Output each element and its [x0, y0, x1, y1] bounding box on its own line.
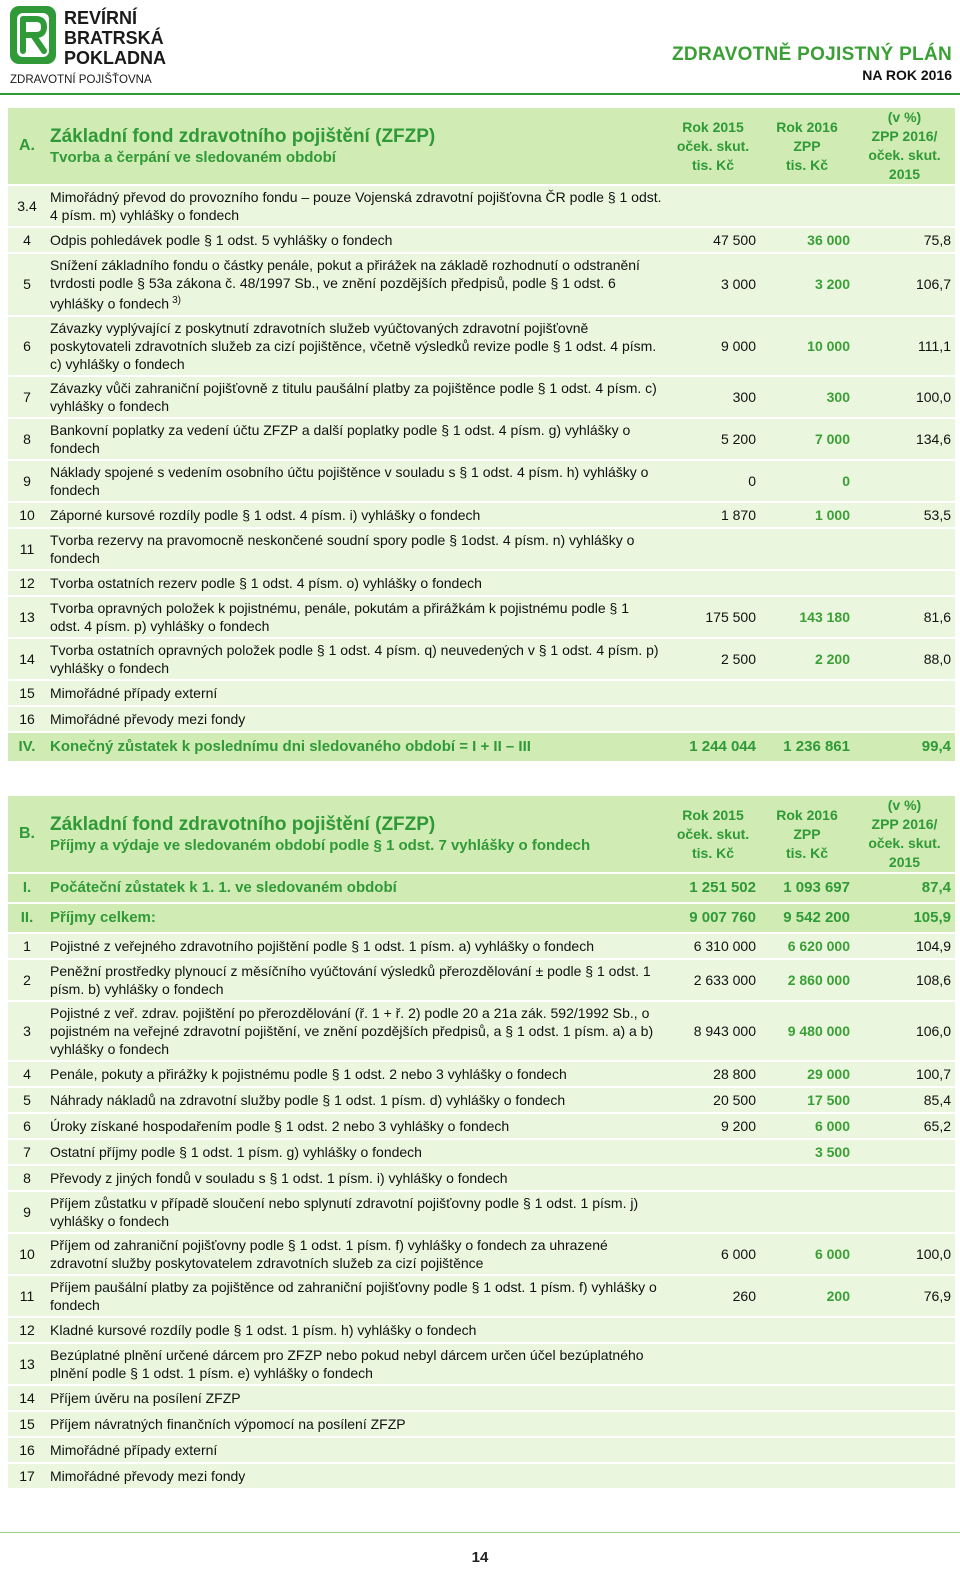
row-value-2016: 143 180 — [760, 597, 854, 637]
col-2016-line2: ZPP — [793, 825, 821, 842]
row-value-2016: 36 000 — [760, 228, 854, 252]
row-desc: Příjem od zahraniční pojišťovny podle § 1 odst. 1 písm. f) vyhlášky o fondech za uhrazené zdravotní služby poskytovatelem zdravotních služeb za cizí pojištěnce — [46, 1234, 666, 1274]
income-total-row — [8, 904, 955, 932]
column-header-2016 — [760, 108, 854, 184]
section-a-subtitle: Tvorba a čerpání ve sledovaném období — [50, 149, 336, 166]
section-b-title-cell — [46, 796, 666, 872]
section-a-title: Základní fond zdravotního pojištění (ZFZP) — [50, 126, 436, 147]
row-index — [854, 1386, 955, 1410]
col-index-line4: 2015 — [888, 854, 921, 870]
row-value-2016 — [760, 1192, 854, 1232]
col-2015-line2: oček. skut. — [676, 825, 750, 842]
row-desc: Příjmy celkem: — [46, 904, 666, 932]
row-num: 3.4 — [8, 186, 46, 226]
row-num: 6 — [8, 1114, 46, 1138]
row-num: IV. — [8, 733, 46, 761]
row-num: II. — [8, 904, 46, 932]
row-index — [854, 461, 955, 501]
row-index: 75,8 — [854, 228, 955, 252]
row-index: 81,6 — [854, 597, 955, 637]
row-value-2016: 29 000 — [760, 1062, 854, 1086]
row-value-2016: 1 093 697 — [760, 874, 854, 902]
row-value-2015: 1 870 — [666, 503, 760, 527]
table-row — [8, 1062, 955, 1086]
col-index-line1: (v %) — [887, 797, 922, 813]
col-2016-line3: tis. Kč — [785, 156, 828, 173]
row-index — [854, 681, 955, 705]
table-row — [8, 1234, 955, 1274]
row-index: 111,1 — [854, 317, 955, 375]
section-b-table — [8, 794, 955, 1490]
col-2016-line1: Rok 2016 — [776, 118, 838, 135]
row-value-2015: 260 — [666, 1276, 760, 1316]
col-index-line3: oček. skut. — [868, 835, 941, 851]
row-desc: Tvorba rezervy na pravomocně neskončené soudní spory podle § 1odst. 4 písm. n) vyhlášky o fondech — [46, 529, 666, 569]
row-value-2015: 8 943 000 — [666, 1002, 760, 1060]
row-value-2016 — [760, 571, 854, 595]
row-value-2016: 9 542 200 — [760, 904, 854, 932]
row-value-2016: 200 — [760, 1276, 854, 1316]
row-index: 100,7 — [854, 1062, 955, 1086]
row-value-2016: 6 000 — [760, 1234, 854, 1274]
row-value-2015 — [666, 1192, 760, 1232]
row-num: 6 — [8, 317, 46, 375]
row-index: 99,4 — [854, 733, 955, 761]
row-value-2015: 20 500 — [666, 1088, 760, 1112]
table-row — [8, 1412, 955, 1436]
row-num: 9 — [8, 1192, 46, 1232]
col-2015-line3: tis. Kč — [691, 844, 734, 861]
row-desc: Ostatní příjmy podle § 1 odst. 1 písm. g) vyhlášky o fondech — [46, 1140, 666, 1164]
row-value-2016: 2 860 000 — [760, 960, 854, 1000]
col-2015-line3: tis. Kč — [691, 156, 734, 173]
row-index: 87,4 — [854, 874, 955, 902]
row-num: 16 — [8, 1438, 46, 1462]
row-index: 88,0 — [854, 639, 955, 679]
row-index: 104,9 — [854, 934, 955, 958]
row-value-2016 — [760, 707, 854, 731]
row-index — [854, 571, 955, 595]
table-row — [8, 377, 955, 417]
row-value-2015: 2 500 — [666, 639, 760, 679]
logo-text-2: BRATRSKÁ — [64, 28, 164, 48]
row-value-2016 — [760, 1166, 854, 1190]
row-desc: Tvorba ostatních opravných položek podle § 1 odst. 4 písm. q) neuvedených v § 1 odst. 4 písm. p) vyhlášky o fondech — [46, 639, 666, 679]
col-index-line2: ZPP 2016/ — [871, 816, 938, 832]
row-desc: Penále, pokuty a přirážky k pojistnému podle § 1 odst. 2 nebo 3 vyhlášky o fondech — [46, 1062, 666, 1086]
row-num: 15 — [8, 1412, 46, 1436]
row-value-2016: 6 000 — [760, 1114, 854, 1138]
col-index-line3: oček. skut. — [868, 147, 941, 163]
section-b-header — [8, 796, 955, 872]
table-row — [8, 1166, 955, 1190]
plan-title-year: NA ROK 2016 — [862, 67, 952, 83]
row-index: 106,7 — [854, 254, 955, 315]
table-row — [8, 1114, 955, 1138]
row-index — [854, 1140, 955, 1164]
row-value-2016: 1 000 — [760, 503, 854, 527]
row-desc: Kladné kursové rozdíly podle § 1 odst. 1 písm. h) vyhlášky o fondech — [46, 1318, 666, 1342]
row-desc: Příjem návratných finančních výpomocí na posílení ZFZP — [46, 1412, 666, 1436]
row-num: I. — [8, 874, 46, 902]
section-a-title-cell — [46, 108, 666, 184]
table-row — [8, 597, 955, 637]
table-row — [8, 1386, 955, 1410]
row-index: 76,9 — [854, 1276, 955, 1316]
section-a-label: A. — [8, 108, 46, 184]
row-desc-text: Snížení základního fondu o částky penále, pokut a přirážek na základě rozhodnutí o odstranění tvrdosti podle § 53a zákona č. 48/1997 Sb., ve znění pozdějších předpisů, podle § 1 odst. 6 vyhlášky o fondech — [50, 257, 640, 312]
row-value-2015: 6 310 000 — [666, 934, 760, 958]
row-num: 9 — [8, 461, 46, 501]
row-desc: Závazky vůči zahraniční pojišťovně z titulu paušální platby za pojištěnce podle § 1 odst. 4 písm. c) vyhlášky o fondech — [46, 377, 666, 417]
row-index: 106,0 — [854, 1002, 955, 1060]
row-value-2016 — [760, 1318, 854, 1342]
table-row — [8, 228, 955, 252]
row-value-2016: 17 500 — [760, 1088, 854, 1112]
row-desc: Náhrady nákladů na zdravotní služby podle § 1 odst. 1 písm. d) vyhlášky o fondech — [46, 1088, 666, 1112]
page-number: 14 — [471, 1549, 489, 1566]
row-desc: Mimořádný převod do provozního fondu – pouze Vojenská zdravotní pojišťovna ČR podle § 1 odst. 4 písm. m) vyhlášky o fondech — [46, 186, 666, 226]
row-index — [854, 1412, 955, 1436]
row-desc: Převody z jiných fondů v souladu s § 1 odst. 1 písm. i) vyhlášky o fondech — [46, 1166, 666, 1190]
row-index: 108,6 — [854, 960, 955, 1000]
row-desc — [46, 254, 666, 315]
table-row — [8, 1318, 955, 1342]
row-desc: Příjem paušální platby za pojištěnce od zahraniční pojišťovny podle § 1 odst. 1 písm. f) vyhlášky o fondech — [46, 1276, 666, 1316]
row-desc: Náklady spojené s vedením osobního účtu pojištěnce v souladu s § 1 odst. 4 písm. h) vyhlášky o fondech — [46, 461, 666, 501]
row-value-2015: 2 633 000 — [666, 960, 760, 1000]
logo-subtitle: ZDRAVOTNÍ POJIŠŤOVNA — [10, 74, 152, 86]
row-num: 12 — [8, 1318, 46, 1342]
row-desc: Konečný zůstatek k poslednímu dni sledovaného období = I + II – III — [46, 733, 666, 761]
row-value-2016 — [760, 1386, 854, 1410]
row-num: 4 — [8, 1062, 46, 1086]
row-value-2016 — [760, 1438, 854, 1462]
row-num: 8 — [8, 1166, 46, 1190]
opening-balance-row — [8, 874, 955, 902]
row-num: 7 — [8, 377, 46, 417]
row-index: 65,2 — [854, 1114, 955, 1138]
table-row — [8, 503, 955, 527]
logo-text-1: REVÍRNÍ — [64, 8, 138, 28]
row-value-2016: 3 500 — [760, 1140, 854, 1164]
row-desc: Tvorba ostatních rezerv podle § 1 odst. 4 písm. o) vyhlášky o fondech — [46, 571, 666, 595]
row-value-2015: 9 200 — [666, 1114, 760, 1138]
table-row — [8, 1438, 955, 1462]
col-index-line1: (v %) — [887, 109, 922, 125]
row-num: 3 — [8, 1002, 46, 1060]
table-row — [8, 571, 955, 595]
row-value-2015 — [666, 1344, 760, 1384]
row-value-2016 — [760, 1344, 854, 1384]
row-desc: Příjem úvěru na posílení ZFZP — [46, 1386, 666, 1410]
row-index: 134,6 — [854, 419, 955, 459]
col-2016-line3: tis. Kč — [785, 844, 828, 861]
row-num: 10 — [8, 503, 46, 527]
row-desc: Mimořádné převody mezi fondy — [46, 1464, 666, 1488]
row-value-2015 — [666, 1438, 760, 1462]
row-value-2015 — [666, 1140, 760, 1164]
row-num: 13 — [8, 1344, 46, 1384]
row-desc: Úroky získané hospodařením podle § 1 odst. 2 nebo 3 vyhlášky o fondech — [46, 1114, 666, 1138]
row-desc: Záporné kursové rozdíly podle § 1 odst. 4 písm. i) vyhlášky o fondech — [46, 503, 666, 527]
row-index — [854, 529, 955, 569]
row-num: 7 — [8, 1140, 46, 1164]
row-value-2016 — [760, 1464, 854, 1488]
column-header-2015 — [666, 796, 760, 872]
row-desc: Mimořádné převody mezi fondy — [46, 707, 666, 731]
row-value-2015 — [666, 186, 760, 226]
row-index: 53,5 — [854, 503, 955, 527]
row-index — [854, 1464, 955, 1488]
row-index — [854, 1318, 955, 1342]
row-index — [854, 1192, 955, 1232]
row-value-2015 — [666, 1318, 760, 1342]
table-row — [8, 1192, 955, 1232]
row-index — [854, 186, 955, 226]
row-num: 5 — [8, 254, 46, 315]
row-num: 15 — [8, 681, 46, 705]
row-index: 85,4 — [854, 1088, 955, 1112]
table-row — [8, 960, 955, 1000]
section-b-title: Základní fond zdravotního pojištění (ZFZP) — [50, 814, 436, 835]
row-desc: Mimořádné případy externí — [46, 1438, 666, 1462]
row-index: 105,9 — [854, 904, 955, 932]
row-num: 13 — [8, 597, 46, 637]
row-index: 100,0 — [854, 1234, 955, 1274]
table-row — [8, 707, 955, 731]
row-desc: Bezúplatné plnění určené dárcem pro ZFZP nebo pokud nebyl dárcem určen účel bezúplatného plnění podle § 1 odst. 1 písm. e) vyhlášky o fondech — [46, 1344, 666, 1384]
row-value-2015: 300 — [666, 377, 760, 417]
row-value-2015: 1 244 044 — [666, 733, 760, 761]
col-index-line2: ZPP 2016/ — [871, 128, 938, 144]
column-header-index — [854, 796, 955, 872]
row-num: 11 — [8, 1276, 46, 1316]
page-header — [0, 0, 960, 100]
row-value-2016: 10 000 — [760, 317, 854, 375]
row-index — [854, 1344, 955, 1384]
section-a-table — [8, 106, 955, 763]
row-value-2015: 28 800 — [666, 1062, 760, 1086]
row-value-2016: 0 — [760, 461, 854, 501]
row-desc: Odpis pohledávek podle § 1 odst. 5 vyhlášky o fondech — [46, 228, 666, 252]
table-row — [8, 934, 955, 958]
col-2015-line1: Rok 2015 — [682, 806, 744, 823]
row-desc: Příjem zůstatku v případě sloučení nebo splynutí zdravotní pojišťovny podle § 1 odst. 1 písm. j) vyhlášky o fondech — [46, 1192, 666, 1232]
table-row — [8, 186, 955, 226]
row-value-2016 — [760, 529, 854, 569]
col-2016-line1: Rok 2016 — [776, 806, 838, 823]
column-header-index — [854, 108, 955, 184]
header-divider — [0, 93, 960, 95]
table-row — [8, 419, 955, 459]
row-value-2016: 6 620 000 — [760, 934, 854, 958]
row-value-2015 — [666, 707, 760, 731]
row-index: 100,0 — [854, 377, 955, 417]
row-index — [854, 1438, 955, 1462]
row-num: 8 — [8, 419, 46, 459]
row-num: 11 — [8, 529, 46, 569]
col-index-line4: 2015 — [888, 166, 921, 182]
row-value-2015 — [666, 1166, 760, 1190]
section-a-header — [8, 108, 955, 184]
row-num: 5 — [8, 1088, 46, 1112]
table-row — [8, 1002, 955, 1060]
section-b-subtitle: Příjmy a výdaje ve sledovaném období podle § 1 odst. 7 vyhlášky o fondech — [50, 837, 591, 854]
row-desc: Závazky vyplývající z poskytnutí zdravotních služeb vyúčtovaných zdravotní pojišťovně poskytovateli zdravotních služeb za cizí pojištěnce, včetně výsledků revize podle § 1 odst. 4 písm. c) vyhlášky o fondech — [46, 317, 666, 375]
row-value-2016 — [760, 186, 854, 226]
row-value-2015 — [666, 571, 760, 595]
row-value-2015 — [666, 681, 760, 705]
row-index — [854, 707, 955, 731]
section-a-rows — [8, 186, 955, 731]
row-desc: Pojistné z veř. zdrav. pojištění po přerozdělování (ř. 1 + ř. 2) podle 20 a 21a zák. 592/1992 Sb., o pojistném na veřejné zdravotní pojištění, ve znění pozdějších předpisů, a § 1 odst. 1 písm. a) a b) vyhlášky o fondech — [46, 1002, 666, 1060]
row-value-2015: 47 500 — [666, 228, 760, 252]
row-num: 12 — [8, 571, 46, 595]
section-b-rows — [8, 934, 955, 1488]
table-row — [8, 461, 955, 501]
column-header-2015 — [666, 108, 760, 184]
table-row — [8, 1464, 955, 1488]
row-value-2015: 9 000 — [666, 317, 760, 375]
row-num: 1 — [8, 934, 46, 958]
row-desc: Peněžní prostředky plynoucí z měsíčního vyúčtování výsledků přerozdělování ± podle § 1 odst. 1 písm. b) vyhlášky o fondech — [46, 960, 666, 1000]
row-value-2016: 1 236 861 — [760, 733, 854, 761]
table-row — [8, 529, 955, 569]
row-value-2015 — [666, 1412, 760, 1436]
row-index — [854, 1166, 955, 1190]
row-value-2016: 7 000 — [760, 419, 854, 459]
row-value-2015 — [666, 1464, 760, 1488]
row-value-2016: 2 200 — [760, 639, 854, 679]
row-desc: Bankovní poplatky za vedení účtu ZFZP a další poplatky podle § 1 odst. 4 písm. g) vyhlášky o fondech — [46, 419, 666, 459]
row-value-2016: 3 200 — [760, 254, 854, 315]
row-desc: Pojistné z veřejného zdravotního pojištění podle § 1 odst. 1 písm. a) vyhlášky o fondech — [46, 934, 666, 958]
row-num: 4 — [8, 228, 46, 252]
col-2016-line2: ZPP — [793, 137, 821, 154]
row-value-2015: 9 007 760 — [666, 904, 760, 932]
footnote-ref: 3) — [172, 295, 181, 306]
row-value-2016 — [760, 1412, 854, 1436]
row-value-2016: 9 480 000 — [760, 1002, 854, 1060]
row-num: 16 — [8, 707, 46, 731]
table-row — [8, 1140, 955, 1164]
table-row — [8, 681, 955, 705]
table-row — [8, 1344, 955, 1384]
col-2015-line2: oček. skut. — [676, 137, 750, 154]
table-row — [8, 317, 955, 375]
row-value-2015: 6 000 — [666, 1234, 760, 1274]
row-num: 14 — [8, 1386, 46, 1410]
row-value-2016: 300 — [760, 377, 854, 417]
table-row — [8, 639, 955, 679]
final-balance-row — [8, 733, 955, 761]
table-row — [8, 1088, 955, 1112]
row-num: 10 — [8, 1234, 46, 1274]
row-value-2016 — [760, 681, 854, 705]
row-desc: Mimořádné případy externí — [46, 681, 666, 705]
row-num: 17 — [8, 1464, 46, 1488]
row-value-2015: 1 251 502 — [666, 874, 760, 902]
plan-title-main: ZDRAVOTNĚ POJISTNÝ PLÁN — [672, 44, 952, 65]
footer-divider — [0, 1532, 960, 1533]
row-value-2015: 3 000 — [666, 254, 760, 315]
col-2015-line1: Rok 2015 — [682, 118, 744, 135]
row-num: 14 — [8, 639, 46, 679]
column-header-2016 — [760, 796, 854, 872]
row-desc: Počáteční zůstatek k 1. 1. ve sledovaném období — [46, 874, 666, 902]
table-row — [8, 1276, 955, 1316]
logo-text-3: POKLADNA — [64, 48, 166, 68]
row-value-2015 — [666, 529, 760, 569]
plan-title — [672, 44, 952, 83]
insurer-logo — [6, 4, 166, 90]
row-value-2015: 5 200 — [666, 419, 760, 459]
row-num: 2 — [8, 960, 46, 1000]
row-value-2015: 0 — [666, 461, 760, 501]
row-desc: Tvorba opravných položek k pojistnému, penále, pokutám a přirážkám k pojistnému podle § 1 odst. 4 písm. p) vyhlášky o fondech — [46, 597, 666, 637]
table-row — [8, 254, 955, 315]
section-b-label: B. — [8, 796, 46, 872]
row-value-2015 — [666, 1386, 760, 1410]
row-value-2015: 175 500 — [666, 597, 760, 637]
